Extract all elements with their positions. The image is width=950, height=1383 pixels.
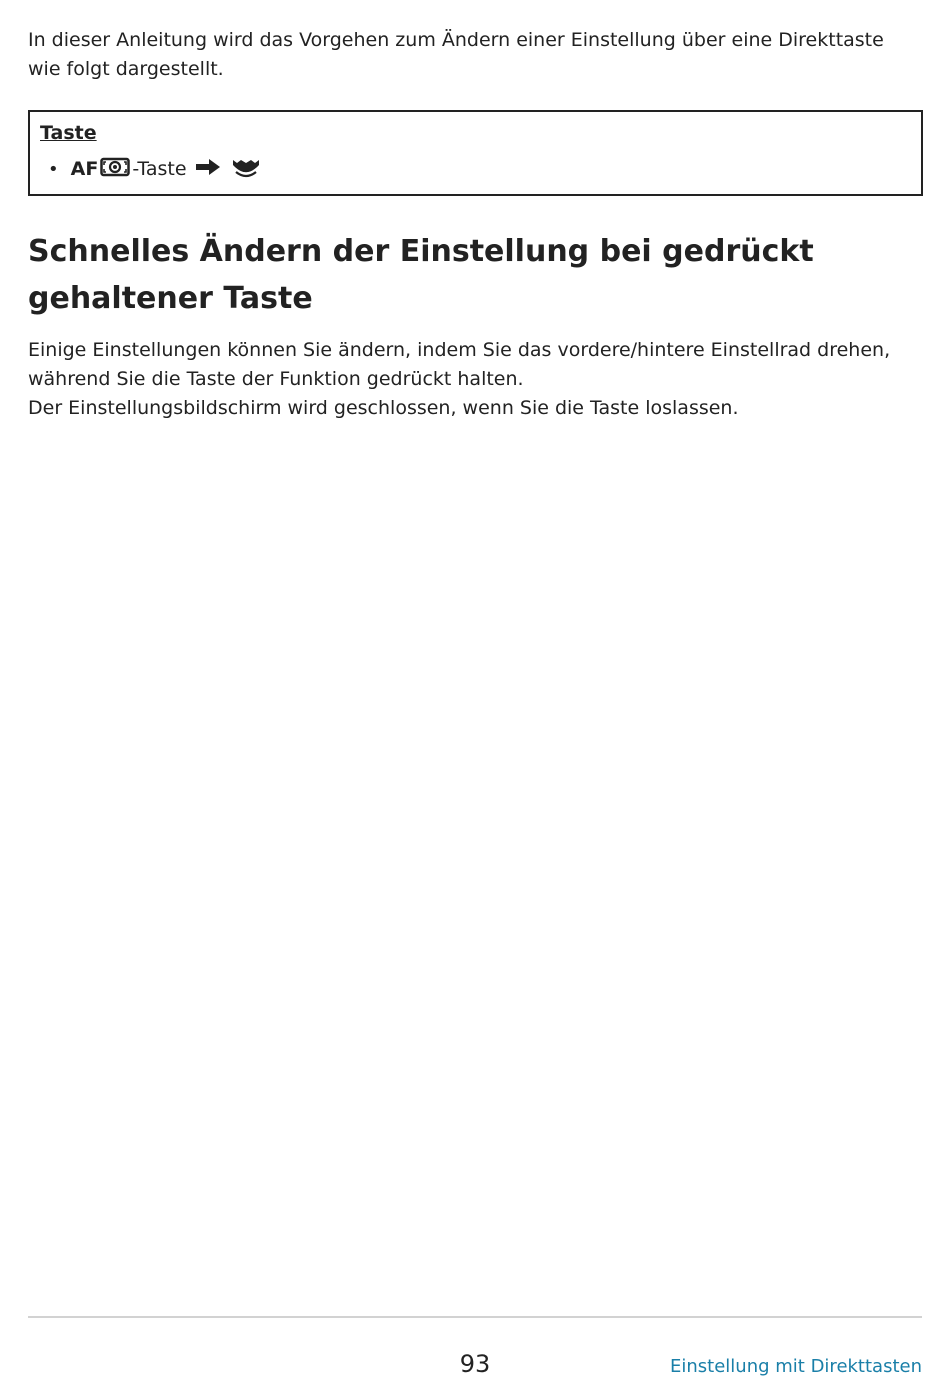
section-body	[28, 336, 923, 423]
section-link[interactable]: Einstellung mit Direkttasten	[670, 1356, 922, 1377]
paragraph-1: Einige Einstellungen können Sie ändern, indem Sie das vordere/hintere Einstellrad drehen, während Sie die Taste der Funktion gedrückt halten.	[28, 339, 891, 390]
arrow-right-icon	[195, 158, 221, 181]
bullet: •	[48, 158, 59, 180]
button-list-item	[48, 154, 261, 184]
af-label: AF	[70, 158, 99, 180]
page-number: 93	[459, 1350, 491, 1378]
taste-suffix: -Taste	[132, 158, 187, 180]
intro-text: In dieser Anleitung wird das Vorgehen zum Ändern einer Einstellung über eine Direkttaste wie folgt dargestellt.	[28, 29, 884, 80]
paragraph-2: Der Einstellungsbildschirm wird geschlossen, wenn Sie die Taste loslassen.	[28, 397, 739, 419]
footer-divider	[28, 1316, 922, 1318]
section-heading: Schnelles Ändern der Einstellung bei gedrückt gehaltener Taste	[28, 234, 814, 316]
box-title: Taste	[40, 122, 97, 144]
camera-metering-icon	[100, 157, 130, 182]
dial-icon	[231, 156, 261, 183]
button-info-box	[28, 110, 923, 196]
